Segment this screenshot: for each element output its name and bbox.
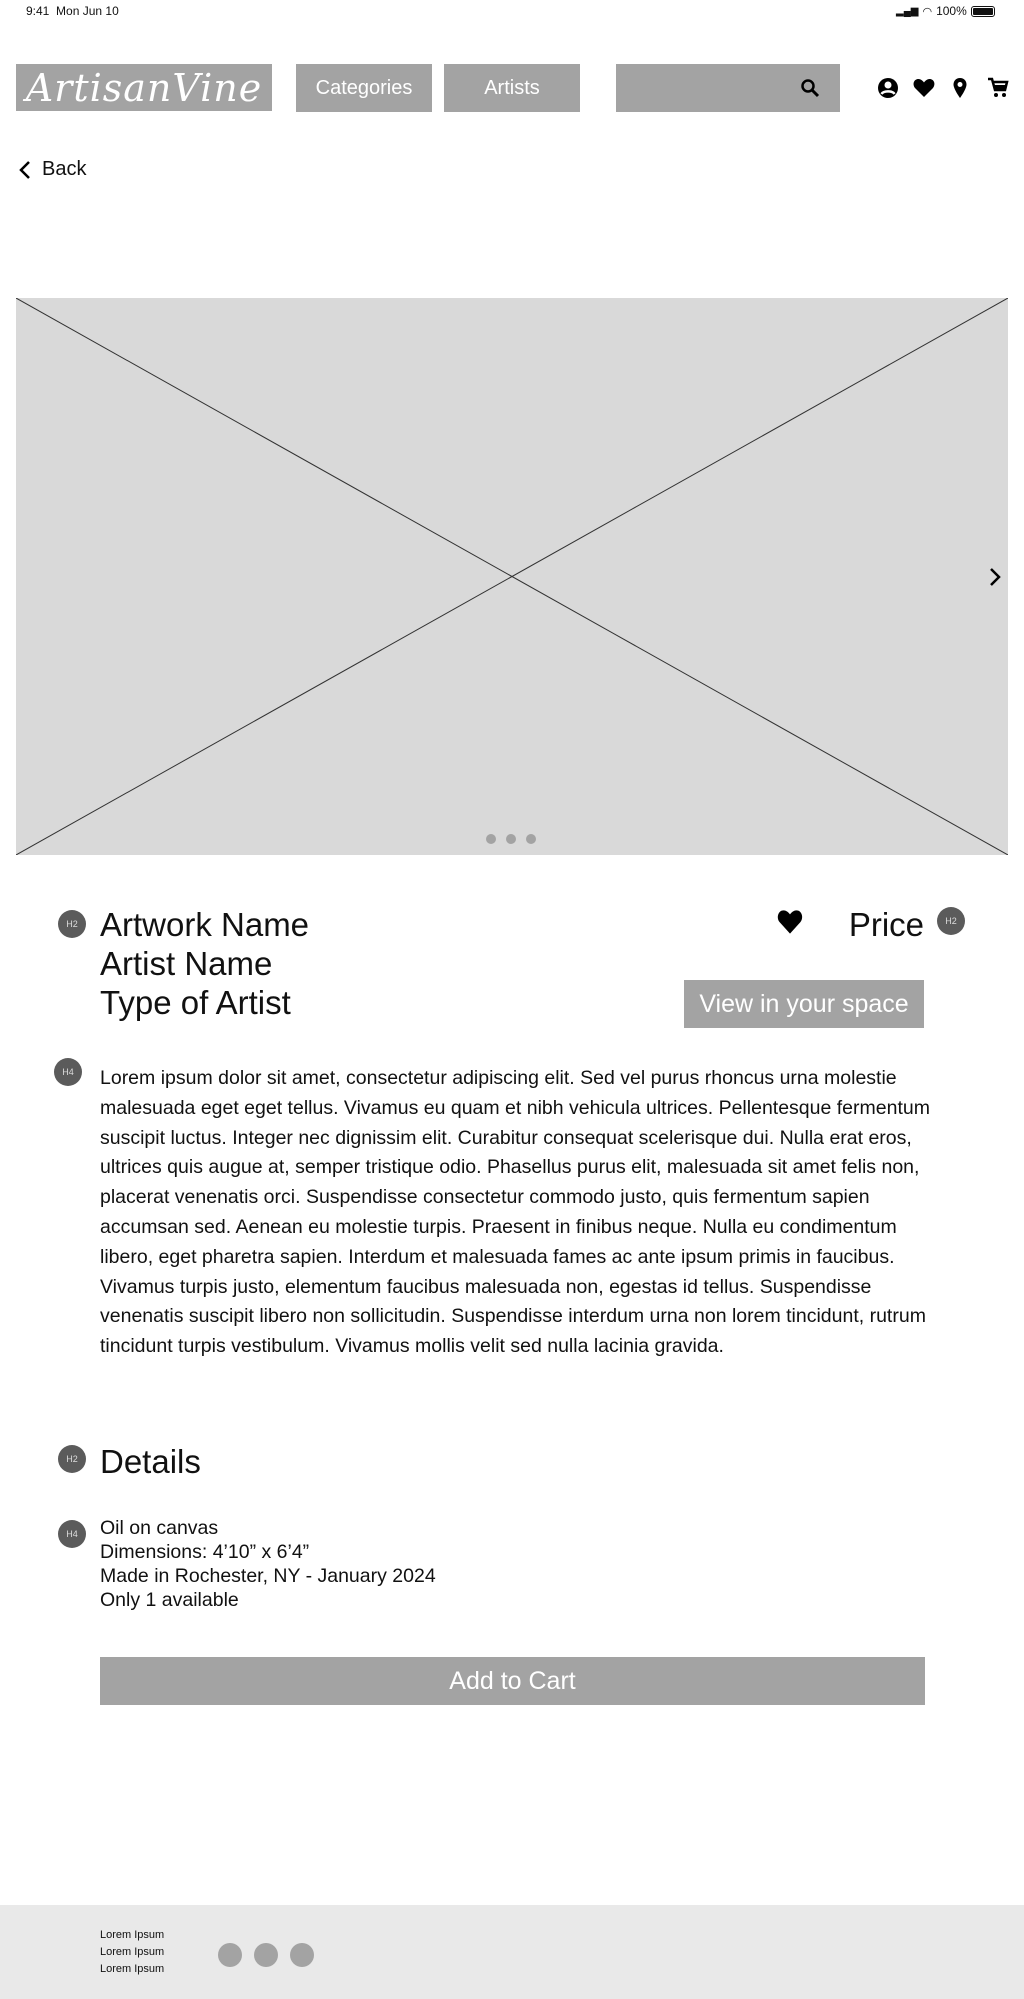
view-in-your-space-button[interactable]: View in your space [684, 980, 924, 1028]
h4-badge: H4 [54, 1058, 82, 1086]
artist-name[interactable]: Artist Name [100, 945, 273, 982]
artwork-name: Artwork Name [100, 906, 310, 943]
detail-origin: Made in Rochester, NY - January 2024 [100, 1565, 436, 1587]
heart-icon[interactable] [912, 76, 936, 100]
add-to-cart-button[interactable]: Add to Cart [100, 1657, 925, 1705]
cart-icon[interactable] [986, 76, 1010, 100]
image-placeholder [16, 298, 1008, 855]
detail-availability: Only 1 available [100, 1589, 239, 1611]
account-icon[interactable] [876, 76, 900, 100]
carousel-dot[interactable] [506, 834, 516, 844]
footer-links [100, 1927, 164, 1978]
status-time: 9:41 Mon Jun 10 [26, 4, 119, 18]
nav-categories[interactable]: Categories [296, 64, 432, 112]
price: Price [848, 906, 924, 943]
h4-badge: H4 [58, 1520, 86, 1548]
social-icon[interactable] [290, 1943, 314, 1967]
detail-medium: Oil on canvas [100, 1517, 219, 1539]
chevron-right-icon[interactable] [988, 566, 1002, 588]
social-icon[interactable] [254, 1943, 278, 1967]
h2-badge: H2 [58, 910, 86, 938]
battery-icon [971, 6, 995, 17]
location-pin-icon[interactable] [948, 76, 972, 100]
logo[interactable]: ArtisanVine [16, 64, 272, 111]
h2-badge: H2 [58, 1445, 86, 1473]
carousel-dot[interactable] [526, 834, 536, 844]
footer-link[interactable]: Lorem Ipsum [100, 1963, 165, 1975]
back-label: Back [42, 158, 87, 180]
search-input[interactable] [616, 64, 796, 112]
h2-badge: H2 [937, 907, 965, 935]
search-icon[interactable] [800, 78, 820, 98]
details-title: Details [100, 1443, 201, 1480]
status-indicators [896, 4, 995, 18]
artist-type: Type of Artist [100, 984, 291, 1021]
favorite-heart-icon[interactable] [775, 908, 805, 936]
signal-icon: ▂▄▆ [896, 5, 919, 17]
footer-link[interactable]: Lorem Ipsum [100, 1946, 165, 1958]
nav-artists[interactable]: Artists [444, 64, 580, 112]
search-bar[interactable] [616, 64, 840, 112]
social-icon[interactable] [218, 1943, 242, 1967]
status-date: Mon Jun 10 [56, 4, 119, 18]
chevron-left-icon [18, 159, 32, 181]
footer-link[interactable]: Lorem Ipsum [100, 1929, 165, 1941]
battery-text: 100% [936, 4, 967, 18]
wifi-icon: ◠ [922, 5, 933, 18]
detail-dimensions: Dimensions: 4’10” x 6’4” [100, 1541, 310, 1563]
carousel-dots [486, 834, 536, 844]
details-list [100, 1516, 436, 1612]
carousel-dot[interactable] [486, 834, 496, 844]
back-button[interactable] [18, 158, 86, 181]
artwork-image-carousel[interactable] [16, 298, 1008, 855]
description: Lorem ipsum dolor sit amet, consectetur adipiscing elit. Sed vel purus rhoncus urna molestie malesuada eget eget tellus. Vivamus eu quam et nibh vehicula ultrices. Pellentesque fermentum suscipit luctus. Integer nec dignissim elit. Curabitur consequat scelerisque dui. Nulla erat eros, ultrices quis augue at, semper tristique odio. Phasellus purus elit, malesuada sit amet felis non, placerat venenatis orci. Suspendisse consectetur commodo justo, quis fermentum sapien accumsan sed. Aenean eu molestie turpis. Praesent in finibus neque. Nulla eu condimentum libero, eget pharetra sapien. Interdum et malesuada fames ac ante ipsum primis in faucibus. Vivamus turpis justo, elementum faucibus malesuada non, egestas id tellus. Suspendisse venenatis suscipit libero non sollicitudin. Suspendisse interdum urna non lorem tincidunt, rutrum tincidunt turpis vestibulum. Vivamus mollis velit sed nulla lacinia gravida. [100, 1067, 930, 1358]
footer [0, 1905, 1024, 1999]
